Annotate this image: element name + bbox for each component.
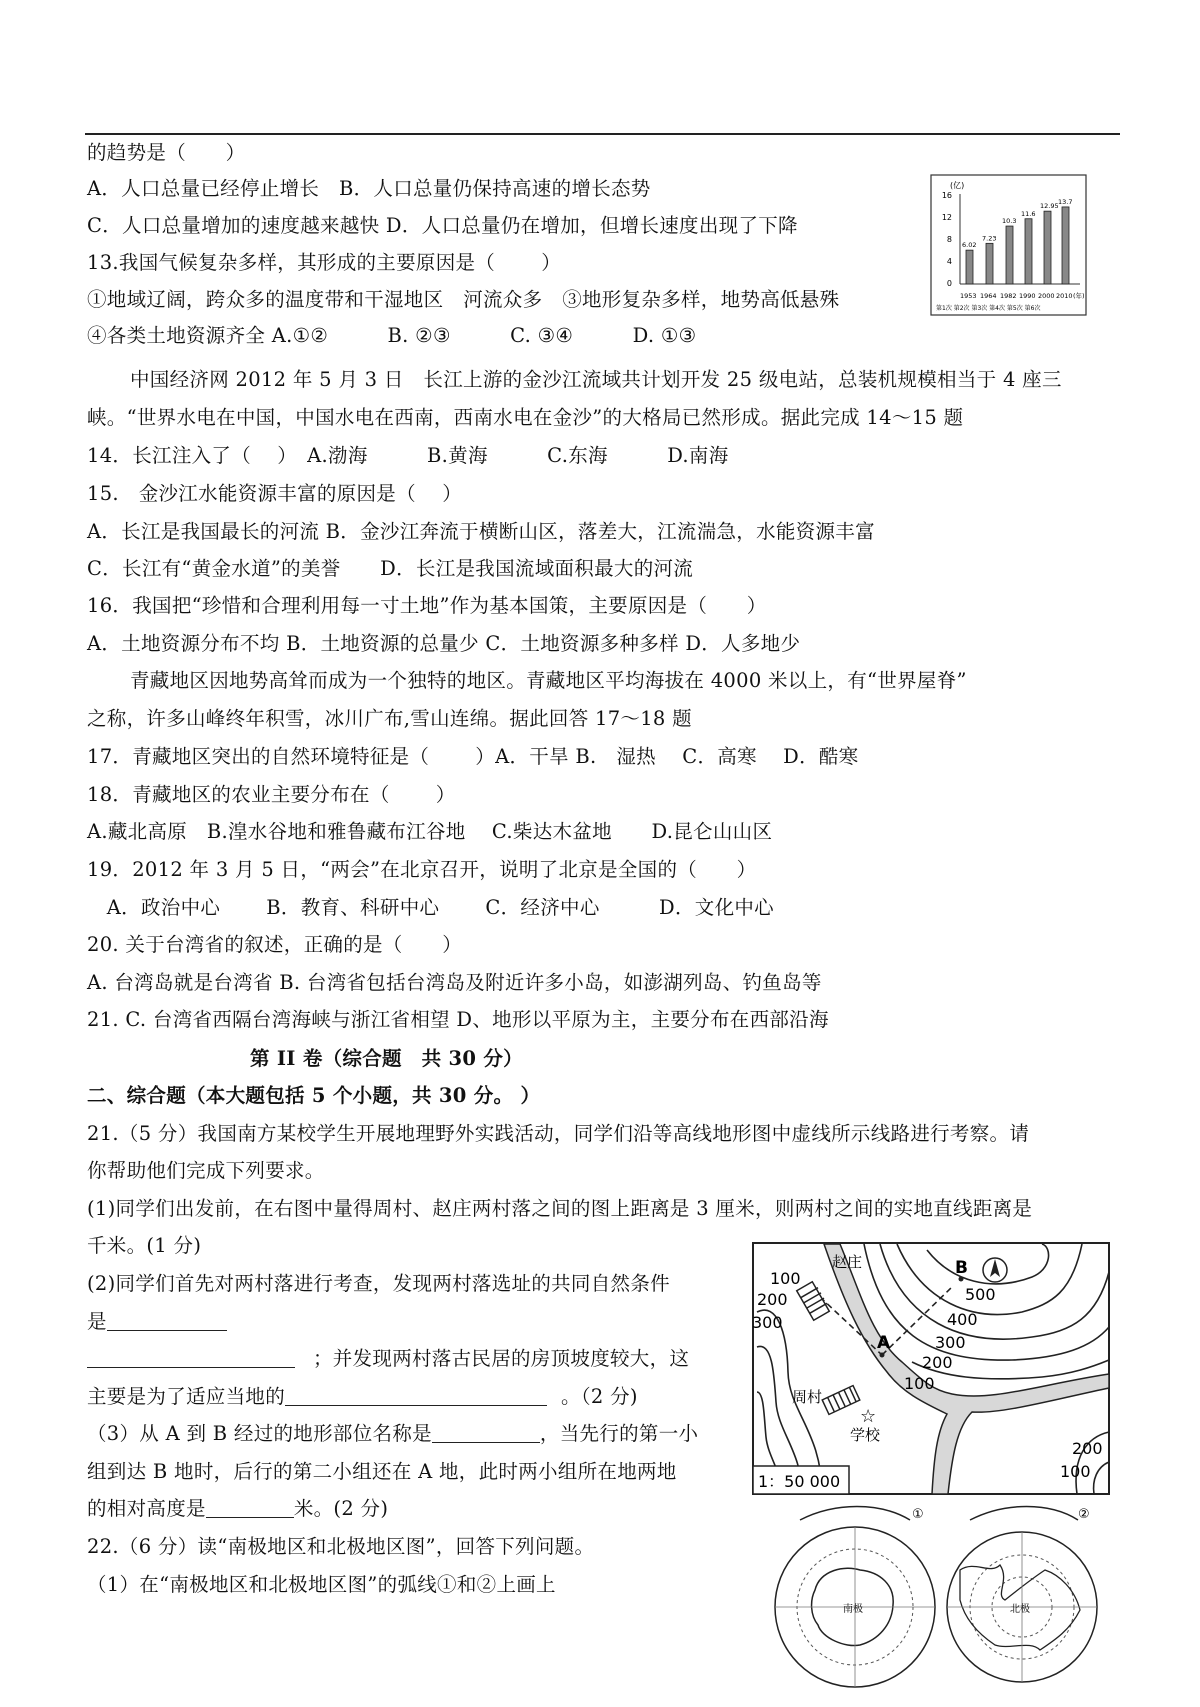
north-pole-label: 北极 bbox=[1010, 1604, 1030, 1615]
answer-blank[interactable] bbox=[285, 1385, 547, 1406]
text-line: 的趋势是（ ） bbox=[87, 141, 246, 164]
answer-blank[interactable] bbox=[432, 1422, 540, 1443]
text-line: 之称，许多山峰终年积雪，冰川广布,雪山连绵。据此回答 17～18 题 bbox=[87, 707, 692, 730]
village-label: 周村 bbox=[792, 1388, 823, 1406]
population-bar bbox=[1062, 207, 1069, 284]
contour-map bbox=[752, 1242, 1110, 1495]
text-line: 20. 关于台湾省的叙述，正确的是（ ） bbox=[87, 933, 463, 956]
answer-blank[interactable] bbox=[107, 1310, 227, 1331]
text-line: 组到达 B 地时，后行的第二小组还在 A 地，此时两小组所在地两地 bbox=[87, 1460, 677, 1483]
bar-value-label: 6.02 bbox=[962, 241, 977, 250]
text-line: 中国经济网 2012 年 5 月 3 日 长江上游的金沙江流域共计划开发 25 级电站，总装机规模相当于 4 座三 bbox=[130, 368, 1062, 391]
x-tick-label: 1982 bbox=[1000, 292, 1017, 300]
x-tick-label: 1964 bbox=[980, 292, 997, 300]
bar-value-label: 13.7 bbox=[1058, 197, 1073, 206]
contour-label: 100 bbox=[770, 1269, 801, 1288]
text-line: A．长江是我国最长的河流 B．金沙江奔流于横断山区，落差大，江流湍急，水能资源丰富 bbox=[87, 520, 875, 543]
x-tick-label: 1953 bbox=[960, 292, 977, 300]
text-line: 21. C. 台湾省西隔台湾海峡与浙江省相望 D、地形以平原为主，主要分布在西部沿海 bbox=[87, 1008, 829, 1031]
bar-value-label: 7.23 bbox=[982, 234, 997, 243]
y-tick-label: 0 bbox=[946, 279, 952, 288]
village-label: 赵庄 bbox=[832, 1253, 863, 1271]
answer-blank[interactable] bbox=[206, 1497, 294, 1518]
text-line: 19．2012 年 3 月 5 日，“两会”在北京召开，说明了北京是全国的（ ） bbox=[87, 858, 757, 881]
population-bar bbox=[1044, 211, 1051, 284]
population-bar bbox=[986, 243, 993, 284]
contour-label: 300 bbox=[935, 1333, 966, 1352]
text-line: A．人口总量已经停止增长 B．人口总量仍保持高速的增长态势 bbox=[87, 177, 651, 200]
y-tick-label: 4 bbox=[946, 257, 952, 266]
text-line: 峡。“世界水电在中国，中国水电在西南，西南水电在金沙”的大格局已然形成。据此完成 14～15 题 bbox=[87, 406, 964, 429]
contour-label: 400 bbox=[947, 1310, 978, 1329]
text-line: 千米。(1 分) bbox=[87, 1234, 202, 1257]
text-line: 主要是为了适应当地的 。（2 分) bbox=[87, 1385, 638, 1408]
text-line: 青藏地区因地势高耸而成为一个独特的地区。青藏地区平均海拔在 4000 米以上，有“世界屋脊” bbox=[130, 669, 967, 692]
text-line: (1)同学们出发前，在右图中量得周村、赵庄两村落之间的图上距离是 3 厘米，则两村之间的实地直线距离是 bbox=[87, 1197, 1033, 1220]
census-labels: 第1次 第2次 第3次 第4次 第5次 第6次 bbox=[936, 305, 1041, 312]
arc-line-2 bbox=[970, 1507, 1078, 1521]
contour-label: 100 bbox=[1060, 1462, 1091, 1481]
text-line: ；并发现两村落古民居的房顶坡度较大，这 bbox=[87, 1346, 689, 1372]
x-tick-label: 2000 bbox=[1038, 292, 1055, 300]
text-line: 17．青藏地区突出的自然环境特征是（ ）A．干旱 B. 湿热 C．高寒 D．酷寒 bbox=[87, 745, 859, 768]
y-tick-label: 16 bbox=[941, 191, 952, 200]
bar-value-label: 10.3 bbox=[1002, 217, 1017, 226]
x-tick-label: (年) bbox=[1073, 292, 1085, 300]
answer-blank[interactable] bbox=[87, 1347, 295, 1368]
text-line: 你帮助他们完成下列要求。 bbox=[87, 1159, 325, 1182]
text-line: （3）从 A 到 B 经过的地形部位名称是 ，当先行的第一小 bbox=[87, 1422, 699, 1445]
contour-label: 500 bbox=[965, 1285, 996, 1304]
text-line: A.藏北高原 B.湟水谷地和雅鲁藏布江谷地 C.柴达木盆地 D.昆仑山山区 bbox=[87, 820, 773, 843]
text-line: A．土地资源分布不均 B．土地资源的总量少 C．土地资源多种多样 D．人多地少 bbox=[87, 632, 801, 655]
population-bar bbox=[1025, 219, 1032, 284]
text-line: A. 台湾岛就是台湾省 B. 台湾省包括台湾岛及附近许多小岛，如澎湖列岛、钓鱼岛等 bbox=[87, 971, 822, 994]
text-line: ④各类土地资源齐全 A.①② B. ②③ C. ③④ D. ①③ bbox=[87, 324, 697, 347]
section-title: 第 II 卷（综合题 共 30 分） bbox=[250, 1047, 523, 1070]
arc-label: ② bbox=[1078, 1507, 1090, 1522]
bar-value-label: 12.95 bbox=[1040, 202, 1059, 211]
text-line: A．政治中心 B．教育、科研中心 C．经济中心 D．文化中心 bbox=[87, 896, 774, 919]
contour-label: 200 bbox=[1072, 1439, 1103, 1458]
north-arrow-icon bbox=[983, 1258, 1007, 1282]
contour-label: 200 bbox=[757, 1290, 788, 1309]
south-pole-label: 南极 bbox=[843, 1604, 863, 1615]
contour-label: 200 bbox=[922, 1353, 953, 1372]
text-line: C．长江有“黄金水道”的美誉 D．长江是我国流域面积最大的河流 bbox=[87, 557, 694, 580]
text-line: 的相对高度是 米。(2 分) bbox=[87, 1497, 389, 1520]
contour-label: 300 bbox=[752, 1313, 783, 1332]
point-label: A bbox=[877, 1333, 891, 1353]
population-bar bbox=[1006, 226, 1013, 284]
text-line: 15. 金沙江水能资源丰富的原因是（ ） bbox=[87, 482, 463, 505]
population-chart bbox=[930, 174, 1087, 316]
text-line: 21.（5 分）我国南方某校学生开展地理野外实践活动，同学们沿等高线地形图中虚线所示线路进行考察。请 bbox=[87, 1122, 1030, 1145]
x-tick-label: 2010 bbox=[1056, 292, 1073, 300]
y-tick-label: 12 bbox=[941, 213, 952, 222]
population-bar bbox=[966, 250, 973, 284]
arc-label: ① bbox=[912, 1507, 924, 1522]
text-line: 是 bbox=[87, 1309, 227, 1335]
text-line: （1）在“南极地区和北极地区图”的弧线①和②上画上 bbox=[87, 1573, 556, 1596]
chart-unit: (亿) bbox=[950, 181, 965, 190]
y-tick-label: 8 bbox=[946, 235, 952, 244]
school-star-icon: ☆ bbox=[860, 1406, 877, 1427]
polar-maps bbox=[760, 1500, 1100, 1700]
point-label: B bbox=[955, 1258, 968, 1278]
scale-label: 1：50 000 bbox=[758, 1472, 841, 1491]
text-line: (2)同学们首先对两村落进行考查，发现两村落选址的共同自然条件 bbox=[87, 1272, 670, 1295]
contour-label: 100 bbox=[904, 1374, 935, 1393]
text-line: ①地域辽阔，跨众多的温度带和干湿地区 河流众多 ③地形复杂多样，地势高低悬殊 bbox=[87, 288, 840, 311]
arc-line-1 bbox=[800, 1507, 910, 1521]
text-line: 14．长江注入了（ ） A.渤海 B.黄海 C.东海 D.南海 bbox=[87, 444, 729, 467]
x-tick-label: 1990 bbox=[1019, 292, 1036, 300]
text-line: 18．青藏地区的农业主要分布在（ ） bbox=[87, 783, 456, 806]
text-line: C．人口总量增加的速度越来越快 D．人口总量仍在增加，但增长速度出现了下降 bbox=[87, 214, 798, 237]
text-line: 13.我国气候复杂多样，其形成的主要原因是（ ） bbox=[87, 251, 562, 274]
text-line: 22.（6 分）读“南极地区和北极地区图”，回答下列问题。 bbox=[87, 1535, 595, 1558]
text-line: 16．我国把“珍惜和合理利用每一寸土地”作为基本国策，主要原因是（ ） bbox=[87, 594, 767, 617]
header-rule bbox=[85, 133, 1120, 135]
bar-value-label: 11.6 bbox=[1021, 209, 1036, 218]
school-label: 学校 bbox=[850, 1426, 881, 1444]
section-heading: 二、综合题（本大题包括 5 个小题，共 30 分。 ） bbox=[87, 1084, 541, 1107]
point-a-dot bbox=[880, 1353, 885, 1358]
